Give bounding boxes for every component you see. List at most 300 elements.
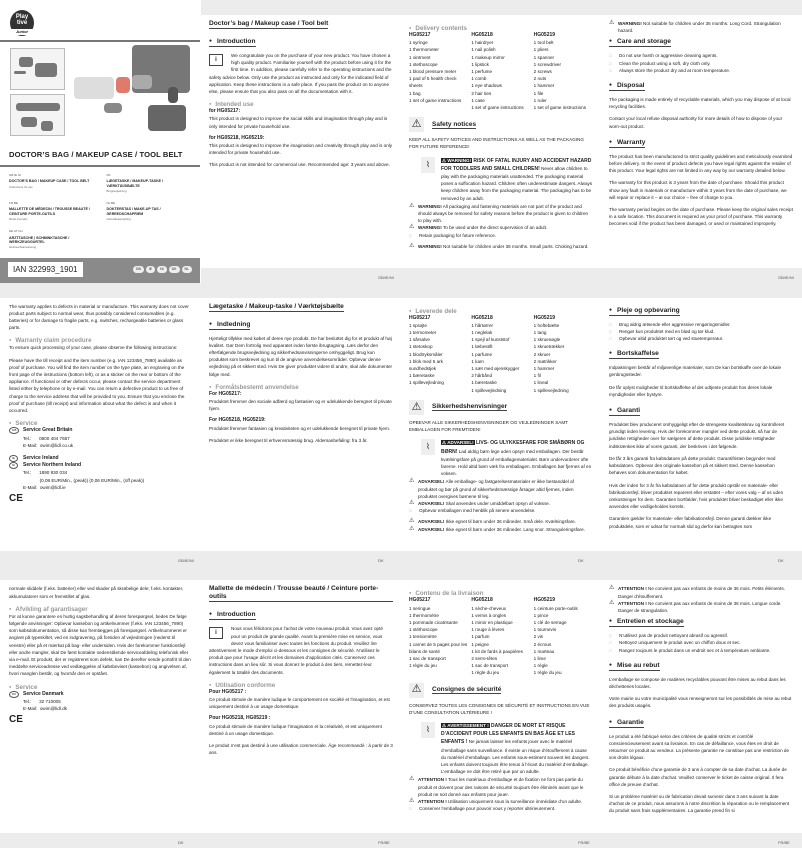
paragraph: Hjerteligt tillykke med købet af deres nye produkt. De har besluttet dig for et produkt af høj kvalitet. Gør Dem fortrolig med apparatet inden første ibrugtagning. Læs derfor den efterfølgende brugsvejledning og sikkerhedsanvisningerne omhyggeligt. Brug kun produktet som beskrevet og kun til de angivne anvendelsesområder. Opbevar denne vejledning på et sikkert sted. Hvis De giver produktet videre til andre, skal alle dokumenter følge med.: [209, 335, 393, 377]
warning-triangle-icon: ⚠: [409, 202, 415, 209]
warning-headline: LIVS- OG ULYKKESFARE FOR SMÅBØRN OG BØRN!: [441, 440, 585, 455]
warning-note: [609, 20, 793, 34]
paragraph: Produktet blev produceret omhyggeligt efter de strengeste kvalitetskrav og kontrolleret grundigt inden levering. Hvis der forekommer mangler ved dette produkt, så har de juridiske rettigheder over for sælgeren af dette produkt. Disse juridiske rettigheder indskrænkes ikke af vores garanti, der beskrives i det følgende.: [609, 422, 785, 449]
safety-title: Safety notices: [432, 120, 477, 128]
section-heading-wrap: [609, 135, 793, 153]
delivery-item: 1 marteau: [533, 648, 555, 654]
manual-page: [400, 0, 602, 283]
subsection-heading: ● Utilisation conforme: [209, 681, 393, 689]
paragraph: The warranty period begins on the date of purchase. Please keep the original sales receipt in a safe location. This document is required as your proof of purchase. This warranty becomes void if the product has been damaged, or used or maintained improperly.: [609, 207, 793, 227]
paragraph: De får oplyst muligheder til bortskaffelse af det udtjente produkt hos deres lokale myndigheder eller bystyre.: [609, 384, 773, 397]
list-item: □ Rengør kun produktet med en blød og tør klud.: [609, 328, 793, 335]
section-heading-wrap: [209, 34, 393, 52]
warning-triangle-icon: ⚠: [409, 798, 415, 804]
delivery-item: 1 spillevejledning: [471, 387, 507, 393]
language-entry: [107, 172, 195, 195]
warning-text: To be used under the direct supervision of an adult.: [442, 225, 548, 231]
brand-logo: [10, 10, 34, 36]
language-codes: GB IE NI: [9, 173, 21, 177]
safety-heading: [409, 683, 593, 698]
language-title: DOKTERSTAS / MAKE-UP TAS / GEREEDSCHAPRIEM: [106, 207, 161, 216]
divider: [0, 40, 200, 42]
delivery-item: 1 miroir en plastique: [471, 619, 513, 625]
ian-number: IAN 322993_1901: [8, 262, 83, 277]
warning-label: WARNING!: [618, 21, 642, 26]
delivery-item: 1 eye shadows: [471, 83, 502, 89]
language-codes: DK: [106, 173, 111, 177]
list-item: □ Opbevar emballagen med henblik på senere anvendelse.: [409, 507, 593, 514]
cover-title: DOCTOR’S BAG / MAKEUP CASE / TOOL BELT: [9, 150, 183, 159]
warning-text: Utilisation uniquement sous la surveillance immédiate d’un adulte.: [448, 799, 583, 804]
safety-heading: [409, 400, 593, 415]
delivery-item: 1 stethoscope: [409, 61, 438, 67]
section-heading: ● Garanti: [609, 406, 640, 416]
subsection-heading: ● Delivery contents: [409, 24, 593, 32]
warning-triangle-icon: ⚠: [409, 400, 424, 415]
delivery-column: [409, 32, 468, 111]
model-label: for HG05218, HG05219:: [209, 134, 265, 141]
paragraph: Le produit a été fabriqué selon des critères de qualité stricts et contrôlé consciencieusement avant sa livraison. En cas de défaillance, vous êtes en droit de retourner ce produit au vendeur. La présente garantie ne constitue pas une restriction de vos droits légaux.: [609, 733, 790, 761]
delivery-column: [534, 32, 593, 111]
country-flag-badge: DK: [9, 691, 19, 698]
page-footer-code: FR/BE: [378, 840, 390, 846]
warning-label: ADVARSEL!: [418, 479, 445, 485]
delivery-item: 1 bæretaske: [471, 380, 497, 386]
paragraph: To ensure quick processing of your case, please observe the following instructions:: [9, 345, 178, 351]
warning-label: ADVARSEL!: [418, 519, 445, 525]
delivery-item: 1 blok med 5 ark sundhedstjek: [409, 358, 443, 372]
section-heading-wrap: [609, 715, 793, 733]
paragraph: Ce produit stimule de manière ludique le comportement en société et l’imagination, et est uniquement destiné à un usage domestique.: [209, 696, 390, 710]
delivery-item: 1 ointment: [409, 54, 431, 60]
delivery-item: 2 nuts: [533, 76, 547, 82]
delivery-contents-table: [409, 32, 593, 111]
model-label: Pour HG05217 :: [209, 688, 247, 695]
warning-label: ATTENTION !: [418, 799, 447, 804]
warning-note: [409, 776, 593, 798]
page-footer-code: DK: [378, 557, 384, 563]
warning-note: [409, 478, 593, 500]
delivery-item: 1 nail polish: [471, 47, 496, 53]
language-title: ARZTTASCHE / SCHMINKTASCHE / WERKZEUGGÜRTEL: [9, 235, 70, 245]
page-footer-code: FR/BE: [778, 840, 790, 846]
warning-badge: ⚠ AVERTISSEMENT !: [442, 722, 489, 728]
language-subtitle: Gebrauchsanweisung: [9, 245, 37, 250]
bullet-list: [409, 232, 593, 239]
warning-triangle-icon: ⚠: [409, 776, 415, 783]
subsection-heading: ● Service: [9, 419, 192, 427]
list-item: □ Clean the product using a soft, dry cloth only.: [609, 60, 793, 67]
page-footer-code: GB/IE/NI: [178, 557, 194, 563]
warning-triangle-icon: ⚠: [609, 599, 615, 606]
delivery-item: 1 ceinture porte-outils: [533, 605, 578, 611]
warning-label: WARNING!: [418, 243, 442, 249]
delivery-item: 2 møtrikker: [533, 358, 557, 364]
country-code-badge: NI: [157, 266, 167, 273]
paragraph: This product is designed to improve the imagination and creativity through play and is only intended for private household use.: [209, 143, 393, 156]
delivery-item: 1 règle du jeu: [471, 670, 500, 676]
service-line: Tel.: 0800 404 7657: [23, 435, 70, 441]
paragraph: Votre mairie ou votre municipalité vous renseigneront sur les possibilités de mise au rebut des produits usagés.: [609, 696, 792, 709]
section-heading: ● Introduction: [209, 610, 256, 620]
product-set-image: [74, 45, 192, 133]
intro-with-icon: [209, 52, 393, 95]
list-item: □ Retain packaging for future reference.: [409, 232, 593, 239]
section-heading-wrap: [609, 403, 793, 421]
delivery-item: 1 vernis à ongles: [471, 612, 507, 618]
warning-label: ATTENTION !: [618, 600, 647, 606]
safety-intro: KEEP ALL SAFETY NOTICES AND INSTRUCTIONS AS WELL AS THE PACKAGING FOR FUTURE REFERENCE!: [409, 137, 584, 150]
delivery-item: 2 hårbånd: [471, 373, 493, 379]
subsection-heading: ● Leverede dele: [409, 307, 593, 315]
page-footer-code: DK: [578, 557, 584, 563]
section-heading: ● Bortskaffelse: [609, 349, 659, 359]
delivery-item: 1 hammer: [533, 83, 555, 89]
delivery-item: 1 tournevis: [533, 627, 557, 633]
paragraph: This product is not intended for commercial use. Recommended age: 3 years and above.: [209, 162, 390, 168]
model-header: HG05219: [533, 314, 556, 321]
paragraph: L’emballage se compose de matières recyclables pouvant être mises au rebut dans les déchetteries locales.: [609, 676, 786, 689]
service-name: Service Danmark: [23, 690, 64, 697]
delivery-item: 2 hair ties: [471, 90, 492, 96]
paragraph: The warranty applies to defects in material or manufacture. This warranty does not cover product parts subject to normal wear, thus possibly considered consumables (e.g. batteries) or for damage to fragile parts, e.g. switches, rechargeable batteries or glass parts.: [9, 303, 189, 331]
delivery-item: 1 set of game instructions: [471, 105, 524, 111]
manual-row: [0, 565, 802, 848]
warning-label: ATTENTION !: [418, 777, 447, 783]
model-header: HG05218: [471, 32, 493, 38]
list-item: □ Always store the product dry and at room temperature.: [609, 67, 793, 74]
delivery-item: 1 sac de transport: [409, 655, 446, 661]
model-header: HG05219: [533, 32, 556, 38]
paragraph: Produktet fremmer fantasien og kreativiteten og er udelukkende beregnet til private hjem.: [209, 425, 391, 431]
section-heading-wrap: [609, 614, 793, 632]
delivery-item: 1 clé de serrage: [533, 619, 567, 625]
tool-belt-image: [10, 94, 65, 136]
warning-text: Not suitable for children under 36 months. Small parts. Choking hazard.: [443, 243, 589, 249]
section-heading: ● Warranty: [609, 138, 645, 148]
language-entry: [9, 172, 97, 195]
no-bag-icon: ⌇: [421, 157, 435, 173]
delivery-item: 1 neglelak: [471, 330, 493, 336]
section-heading-wrap: [609, 658, 793, 676]
section-heading-wrap: [209, 607, 393, 625]
paragraph: Le produit n’est pas destiné à une utilisation commerciale. Âge recommandé : à partir de 3 ans.: [209, 742, 393, 756]
delivery-item: 1 pince: [533, 612, 549, 618]
section-title: Doctor’s bag / Makeup case / Tool belt: [209, 20, 329, 27]
read-manual-icon: i: [209, 54, 223, 66]
list-item: □ Do not use harsh or aggressive cleaning agents.: [609, 52, 793, 59]
delivery-item: 2 écrous: [533, 641, 552, 647]
paragraph: Nous vous félicitons pour l’achat de votre nouveau produit. Vous avez opté pour un produit de grande qualité. Avant la première mise en service, vous devez vous familiariser avec toutes les fonctions du produit. Veuillez lire attentivement le mode d’emploi ci-dessous et les consignes de sécurité. N’utilisez le produit que pour l’usage décrit et les domaines d’application cités. Conservez ces instructions dans un lieu sûr. Si vous donnez le produit à des tiers, remettez-leur également la totalité des documents.: [209, 626, 383, 675]
language-subtitle: Instructions for use: [9, 184, 33, 189]
model-header: HG05217: [409, 314, 431, 321]
ce-mark: CE: [9, 492, 23, 504]
subsection-heading: ● Contenu de la livraison: [409, 589, 593, 597]
delivery-item: 1 case: [471, 97, 485, 103]
warning-label: WARNING!: [418, 225, 442, 231]
section-heading: ● Garantie: [609, 718, 644, 728]
bullet-list: [609, 321, 793, 343]
major-warning: [409, 439, 593, 477]
delivery-item: 1 skruenøgle: [533, 337, 561, 343]
warning-label: WARNING!: [418, 203, 442, 209]
warning-label: ADVARSEL!: [418, 526, 445, 532]
delivery-item: 1 peigne: [471, 641, 489, 647]
delivery-column: [534, 315, 593, 394]
language-codes: FR BE: [9, 201, 18, 206]
page-footer-code: DK: [778, 557, 784, 563]
warning-text: Alle emballage- og fastgørelsesmaterialer er ikke bestanddel af produktet og bør på grund af sikkerhedsmæssige årsager altid fjernes, inden produktet overgives børnene til leg.: [418, 479, 574, 499]
delivery-item: 1 tang: [533, 330, 547, 336]
read-manual-icon: i: [209, 627, 223, 639]
paragraph: The product has been manufactured to strict quality guidelines and meticulously examined before delivery. In the event of product defects you have legal rights against the retailer of this product. Your legal rights are not limited in any way by our warranty detailed below.: [609, 153, 793, 174]
delivery-item: 1 stéthoscope: [409, 627, 438, 633]
section-heading-wrap: [609, 303, 793, 321]
warning-triangle-icon: ⚠: [409, 525, 415, 532]
delivery-item: 1 sæt med øjenskygger: [471, 366, 520, 372]
paragraph: normale sliddele (f.eks. batterier) eller ved skader på skrøbelige dele; f.eks. kontakter, akkumulatorer som er fremstillet af glas.: [9, 586, 184, 599]
subsection-heading: ● Service: [9, 683, 192, 691]
paragraph: Hvis der inden for 3 år fra købsdatoen af for dette produkt opstår en materiale- eller fabrikationsfejl, bliver produktet repareret eller erstattet – efter vores valg – af os uden omkostninger for dem. Garantien bortfalder, hvis produktet bliver beskadiget eller ikke anvendes eller vedligeholdes korrekt.: [609, 482, 784, 510]
warning-note: [609, 600, 793, 614]
delivery-item: 1 syringe: [409, 40, 428, 46]
delivery-item: 1 stetoskop: [409, 344, 433, 350]
delivery-item: 1 sac de transport: [471, 663, 509, 669]
warning-triangle-icon: ⚠: [409, 478, 415, 485]
delivery-item: 1 hammer: [533, 366, 555, 372]
warning-text: Ikke egnet til børn under 36 måneder. Lang snor. Stranguleringsfare.: [445, 526, 585, 532]
delivery-item: 2 vis: [533, 634, 544, 640]
service-line: Tel.: 1890 930 034: [23, 470, 68, 476]
warning-triangle-icon: ⚠: [409, 499, 415, 506]
section-heading: ● Introduction: [209, 37, 256, 47]
safety-intro: OPBEVAR ALLE SIKKERHEDSHENVISNINGER OG VEJLEDNINGER SAMT EMBALLAGEN FOR FREMTIDEN!: [409, 419, 568, 433]
divider: [0, 165, 200, 167]
delivery-column: [471, 597, 530, 676]
warning-badge: ⚠ WARNING!: [442, 157, 472, 163]
delivery-column: [471, 315, 530, 394]
country-code-badge: DK: [169, 266, 180, 273]
delivery-contents-table: [409, 597, 593, 676]
paragraph: Indpakningen består af miljøvenlige materialer, som De kan bortskaffe over de lokale genbrugssteder.: [609, 365, 782, 378]
page-footer-code: GB/IE/NI: [378, 275, 394, 280]
paragraph: For at kunne garantere en hurtig sagsbehandling af deres forespørgsel, bedes De følge følgende anvisninger: Opbevar kassebon og artikelnummer (f.eks. IAN 123456_7890) som købsdokumentation, så disse kan fremlægges på forespørgsel. Artikelnummeret er angivet på typeskiltet, ved en indgravering, på forsiden af vejledningen (nederst til venstre) eller på et mærkat på bag- eller undersiden. Hvis der forekommer funktionsfejl eller andre mangler, skal De først kontakte nedenstående serviceafdeling telefonisk eller via e-mail. Et produkt, der er registreret som defekt, kan De derefter sende portofrit til den meddelte serviceadresse ved vedlæggelse af købsbeviset (kassebon) og angivelsen af, hvori manglen består, og hvornår den er opstået.: [9, 613, 191, 677]
section-heading: ● Pleje og opbevaring: [609, 306, 680, 316]
warning-headline: DANGER DE MORT ET RISQUE D’ACCIDENT POUR LES ENFANTS EN BAS ÂGE ET LES ENFANTS !: [441, 722, 575, 746]
manual-page: [200, 0, 402, 283]
delivery-item: 1 thermometer: [409, 47, 439, 53]
delivery-item: 1 lineal: [533, 380, 549, 386]
warning-note: [409, 203, 593, 225]
delivery-item: 1 kit de fards à paupières: [471, 648, 523, 654]
service-line: Tel.: 32 710005: [23, 698, 61, 704]
paragraph: The packaging is made entirely of recyclable materials, which you may dispose of at local recycling facilities.: [609, 97, 791, 110]
delivery-item: 1 hårtørrer: [471, 322, 494, 328]
warning-text: Tous les matériaux d’emballage et de fixation ne font pas partie du produit et doivent pour des raisons de sécurité toujours être éliminés avant que le produit ne soit donné aux enfants pour jouer.: [418, 777, 584, 797]
delivery-item: 1 termometer: [409, 330, 437, 336]
page-footer-code: FR/BE: [578, 840, 590, 846]
language-entry: [9, 200, 97, 223]
service-line: (0,08 EUR/Min., (peak)) (0,06 EUR/Min., (off peak)): [23, 477, 145, 483]
paragraph: Garantien gælder for materiale- eller fabrikationsfejl. Denne garanti dækker ikke produktdele, som er udsat for normalt slid og derfor kan betragtes som: [609, 516, 772, 529]
safety-title: Consignes de sécurité: [432, 685, 502, 693]
language-entry: [107, 200, 195, 223]
no-bag-icon: ⌇: [421, 439, 435, 455]
delivery-item: 1 lime: [533, 655, 546, 661]
paragraph: De får 3 års garanti fra købsdatoen på dette produkt. Garantifristen begynder med købsdatoen. Opbevar den originale kassebon på et sikkert sted. Denne kassebon behøves som dokumentation for købet.: [609, 455, 776, 476]
delivery-item: 1 pad of 5 health check sheets: [409, 76, 457, 89]
manual-page: [200, 565, 402, 848]
delivery-item: 1 hairdryer: [471, 40, 494, 46]
major-warning: [409, 722, 593, 775]
ce-mark: CE: [9, 714, 23, 726]
warning-note: [409, 518, 593, 525]
warning-note: [409, 224, 593, 231]
subsection-heading: ● Afvikling af garantisager: [9, 605, 192, 613]
warning-note: [409, 798, 593, 805]
list-item: □ Nettoyez uniquement le produit avec un chiffon doux et sec.: [609, 639, 793, 646]
section-heading: ● Entretien et stockage: [609, 617, 684, 627]
manual-page: [600, 283, 802, 566]
manual-page: [0, 283, 201, 566]
warning-badge: ⚠ ADVARSEL!: [442, 440, 474, 446]
delivery-item: 1 seringue: [409, 605, 431, 611]
delivery-item: 1 spejl af kunststof: [471, 337, 510, 343]
delivery-item: 1 bæretaske: [409, 373, 435, 379]
delivery-item: 1 set of game instructions: [409, 97, 462, 103]
service-contact: [9, 455, 192, 462]
page-footer-code: GB/IE/NI: [778, 275, 794, 280]
section-title: Lægetaske / Makeup-taske / Værktøjsbælte: [209, 302, 344, 310]
delivery-item: 1 règle du jeu: [409, 663, 437, 669]
bullet-list: [609, 632, 793, 654]
safety-title: Sikkerhedshenvisninger: [432, 403, 508, 411]
delivery-item: 1 règle: [533, 663, 548, 669]
delivery-item: 1 screwdriver: [533, 61, 561, 67]
delivery-item: 1 skruetrækker: [533, 344, 565, 350]
delivery-item: 1 lipstick: [471, 61, 489, 67]
warning-text: Ne convient pas aux enfants de moins de 36 mois. Longue corde. Danger de strangulation.: [618, 600, 782, 613]
logo-text: Junior: [10, 29, 34, 35]
section-title: Mallette de médecin / Trousse beauté / Ceinture porte-outils: [209, 585, 393, 602]
warning-triangle-icon: ⚠: [409, 117, 424, 132]
language-title: DOCTOR’S BAG / MAKEUP CASE / TOOL BELT: [9, 179, 90, 184]
warning-text: Ne jamais laisser les enfants jouer avec le matériel d’emballage sans surveillance. Il existe un risque d’étouffement à cause du matériel d’emballage. Les enfants sous-estiment souvent les dangers. Les enfants doivent toujours être tenus à l’écart du matériel d’emballage. L’emballage ne doit être retiré que par un adulte.: [441, 739, 590, 775]
section-heading-wrap: [609, 34, 793, 52]
subsection-heading: ● Formålsbestemt anvendelse: [209, 383, 393, 391]
paragraph: This product is designed to improve the social skills and imagination through play and is only intended for private household use.: [209, 116, 388, 129]
logo-text: tive: [16, 20, 28, 26]
delivery-item: 1 spanner: [533, 54, 555, 60]
delivery-item: 1 fil: [533, 373, 541, 379]
delivery-item: 1 comb: [471, 76, 487, 82]
warning-triangle-icon: ⚠: [409, 242, 415, 249]
warning-text: Skal anvendes under umiddelbart opsyn af voksne.: [445, 500, 550, 506]
delivery-item: 1 set of game instructions: [533, 105, 586, 111]
delivery-item: 1 sårsalve: [409, 337, 430, 343]
delivery-item: 1 spillevejledning: [409, 380, 444, 386]
service-contact: [9, 691, 192, 713]
model-label: For HG05218, HG05219:: [209, 417, 266, 424]
list-item: □ Opbevar altid produktet tørt og ved stuetemperatur.: [609, 335, 793, 342]
delivery-item: 1 thermomètre: [409, 612, 439, 618]
language-subtitle: Mode d’emploi: [9, 217, 28, 222]
model-header: HG05218: [471, 597, 493, 604]
service-name: Service Great Britain: [23, 427, 73, 434]
language-subtitle: Brugsvejledning: [106, 189, 127, 194]
section-heading-wrap: [609, 78, 793, 96]
model-header: HG05218: [471, 314, 493, 321]
service-name: Service Northern Ireland: [23, 462, 82, 469]
warning-triangle-icon: ⚠: [409, 683, 424, 698]
manual-page: [600, 565, 802, 848]
safety-intro: CONSERVEZ TOUTES LES CONSIGNES DE SÉCURITÉ ET INSTRUCTIONS EN VUE D’UNE CONSULTATION ULTÉRIEURE !: [409, 702, 590, 715]
service-name: Service Ireland: [23, 454, 59, 461]
delivery-item: 2 screws: [533, 69, 552, 75]
delivery-item: 2 serre-têtes: [471, 655, 498, 661]
paragraph: Contact your local refuse disposal authority for more details of how to dispose of your worn-out product.: [609, 116, 783, 129]
bullet-list: [609, 52, 793, 74]
bullet-list: [409, 507, 593, 514]
manual-page: [400, 283, 602, 566]
paragraph: Please have the till receipt and the item number (e.g. IAN 123456_7890) available as proof of purchase. You will find the item number on the type plate, an engraving on the front page of the instructions (bottom left), or as a sticker on the rear or bottom of the appliance. If functional or other defects occur, please contact the service department listed either by telephone or by e-mail. You can return a defective product to us free of charge to the service address that will be provided to you. Ensure that you enclose the proof of purchase (till receipt) and information about what the defect is and when it occurred.: [9, 357, 185, 414]
delivery-item: 1 makeup mirror: [471, 54, 505, 60]
language-title: MALLETTE DE MÉDECIN / TROUSSE BEAUTÉ / CEINTURE PORTE-OUTILS: [9, 207, 90, 216]
service-contact: [9, 427, 192, 449]
manual-page: [0, 565, 201, 848]
warning-text: Lad aldrig børn lege uden opsyn med emballagen. Der består kvælningsfare på grund af emballagematerialet. Børn undervurderer ofte farerne. Hold altid børn væk fra emballagen. Emballagen bør fjernes af en voksen.: [441, 448, 592, 477]
warning-text: Ikke egnet til børn under 36 måneder. Små dele. Kvælningsfare.: [445, 519, 576, 525]
delivery-item: 1 hoftebælte: [533, 322, 560, 328]
warning-triangle-icon: ⚠: [609, 20, 615, 26]
intro-with-icon: [209, 625, 393, 675]
language-codes: NL BE: [106, 201, 116, 206]
country-flag-badge: NI: [9, 462, 18, 469]
service-line: E-Mail: owim@lidl.dk: [23, 705, 67, 711]
paragraph: Produktet fremmer den sociale adfærd og fantasien og er udelukkende beregnet til private hjem.: [209, 399, 392, 412]
delivery-item: 1 læbestift: [471, 344, 493, 350]
delivery-item: 1 pommade cicatrisante: [409, 619, 458, 625]
delivery-item: 1 sprøjte: [409, 322, 427, 328]
model-label: for HG05217:: [209, 108, 241, 115]
service-contact: [9, 462, 192, 491]
warning-note: [409, 500, 593, 507]
major-warning: [409, 157, 593, 202]
delivery-item: 1 bag: [409, 90, 421, 96]
manual-row: [0, 283, 802, 566]
paragraph: Si un problème matériel ou de fabrication devait survenir dans 3 ans suivant la date d’achat de ce produit, nous assurons à notre discrétion la réparation ou le remplacement du produit sans frais supplémentaires. La garantie prend fin si: [609, 793, 790, 814]
delivery-column: [471, 32, 530, 111]
delivery-item: 1 rouge à lèvres: [471, 627, 505, 633]
ian-band: [0, 258, 200, 283]
delivery-item: 1 tool belt: [533, 40, 554, 46]
delivery-item: 1 parfum: [471, 634, 490, 640]
delivery-item: 1 file: [533, 90, 544, 96]
delivery-item: 1 perfume: [471, 69, 493, 75]
model-header: HG05217: [409, 32, 431, 38]
paragraph: Produktet er ikke beregnet til erhvervsmæssig brug. Aldersanbefaling: fra 3 år.: [209, 437, 368, 443]
language-title: LÆGETASKE / MAKEUP-TASKE / VÆRKTØJSBÆLTE: [106, 179, 164, 188]
section-heading-wrap: [209, 317, 393, 335]
paragraph: Ce produit bénéficie d’une garantie de 3 ans à compter de sa date d’achat. La durée de garantie débute à la date d’achat. Veuillez conserver le ticket de caisse original. Il fera office de preuve d’achat.: [609, 767, 787, 787]
language-entry: [9, 228, 97, 251]
delivery-contents-table: [409, 315, 593, 394]
country-flag-badge: GB: [9, 427, 19, 434]
manual-row: [0, 0, 802, 283]
warning-text: Ne convient pas aux enfants de moins de 36 mois. Petits éléments. Danger d’étouffement.: [618, 586, 785, 599]
model-header: HG05219: [533, 597, 556, 604]
warning-headline: RISK OF FATAL INJURY AND ACCIDENT HAZARD FOR TODDLERS AND SMALL CHILDREN!: [441, 157, 592, 172]
